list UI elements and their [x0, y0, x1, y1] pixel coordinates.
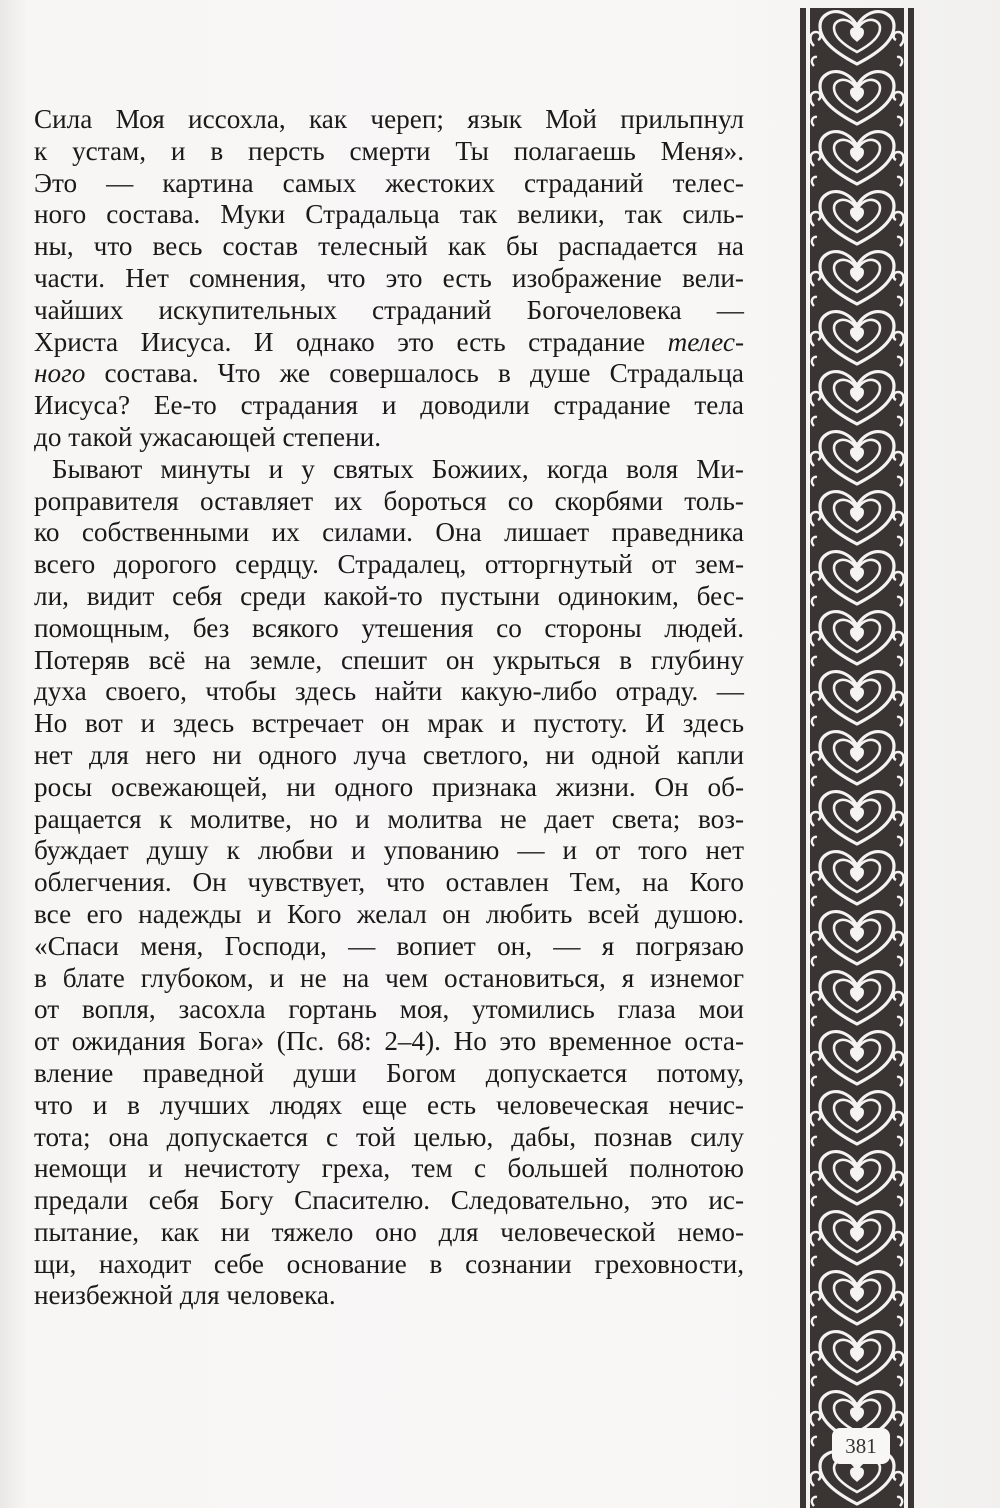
text-line: Иисуса? Ее-то страдания и доводили страдание тела [34, 390, 744, 421]
text-line: чайших искупительных страданий Богочеловека — [34, 294, 744, 325]
ornamental-heart-border-icon [800, 8, 914, 1508]
text-line: все его надежды и Кого желал он любить всей душою. [34, 898, 744, 929]
page-number: 381 [832, 1428, 890, 1464]
text-line: к устам, и в персть смерти Ты полагаешь Меня». [34, 135, 744, 166]
text-line: роправителя оставляет их бороться со скорбями толь- [34, 485, 744, 516]
text-line: Бывают минуты и у святых Божиих, когда воля Ми- [52, 453, 744, 484]
text-line: неизбежной для человека. [34, 1280, 336, 1311]
text-line: в блате глубоком, и не на чем остановиться, я изнемог [34, 962, 744, 993]
text-line: Сила Моя иссохла, как череп; язык Мой прильпнул [34, 104, 744, 134]
text-line: росы освежающей, ни одного признака жизни. Он об- [34, 771, 744, 802]
text-line: предали себя Богу Спасителю. Следовательно, это ис- [34, 1185, 744, 1216]
text-line: ко собственными их силами. Она лишает праведника [34, 517, 744, 548]
italic-run: ного [34, 358, 86, 389]
text-line: ны, что весь состав телесный как бы распадается на [34, 231, 744, 262]
text-line: «Спаси меня, Господи, — вопиет он, — я погрязаю [34, 930, 744, 961]
text-line: Потеряв всё на земле, спешит он укрыться в глубину [34, 644, 744, 675]
text-line: от ожидания Бога» (Пс. 68: 2–4). Но это временное оста- [34, 1026, 744, 1057]
text-line: до такой ужасающей степени. [34, 421, 382, 452]
text-line: от вопля, засохла гортань моя, утомились глаза мои [34, 994, 744, 1025]
text-line [34, 358, 744, 390]
page-body-text [34, 104, 744, 1312]
text-line: вление праведной души Богом допускается потому, [34, 1057, 744, 1088]
text-line: Но вот и здесь встречает он мрак и пустоту. И здесь [34, 708, 744, 739]
text-run: Христа Иисуса. И однако это есть страдание [34, 326, 668, 357]
text-line: буждает душу к любви и упованию — и от того нет [34, 835, 744, 866]
paragraph-1 [34, 104, 744, 454]
text-line: ли, видит себя среди какой-то пустыни одиноким, бес- [34, 580, 744, 611]
italic-run: телес- [667, 326, 744, 357]
text-line: помощным, без всякого утешения со стороны людей. [34, 612, 744, 643]
text-line: всего дорогого сердцу. Страдалец, отторгнутый от зем- [34, 549, 744, 580]
text-line: нет для него ни одного луча светлого, ни одной капли [34, 739, 744, 770]
text-line: что и в лучших людях еще есть человеческая нечис- [34, 1089, 744, 1120]
text-line: немощи и нечистоту греха, тем с большей полнотою [34, 1153, 744, 1184]
text-line: ращается к молитве, но и молитва не дает света; воз- [34, 803, 744, 834]
text-line: тота; она допускается с той целью, дабы, познав силу [34, 1121, 744, 1152]
text-line: части. Нет сомнения, что это есть изображение вели- [34, 262, 744, 293]
text-line: пытание, как ни тяжело оно для человеческой немо- [34, 1216, 744, 1247]
text-run: состава. Что же совершалось в душе Страдальца [85, 358, 744, 389]
text-line: духа своего, чтобы здесь найти какую-либо отраду. — [34, 676, 744, 707]
text-line: щи, находит себе основание в сознании греховности, [34, 1248, 744, 1279]
paragraph-2 [34, 454, 744, 1313]
text-line: Это — картина самых жестоких страданий телес- [34, 167, 744, 198]
text-line [34, 327, 744, 359]
text-line: облегчения. Он чувствует, что оставлен Тем, на Кого [34, 867, 744, 898]
text-line: ного состава. Муки Страдальца так велики, так силь- [34, 199, 744, 230]
